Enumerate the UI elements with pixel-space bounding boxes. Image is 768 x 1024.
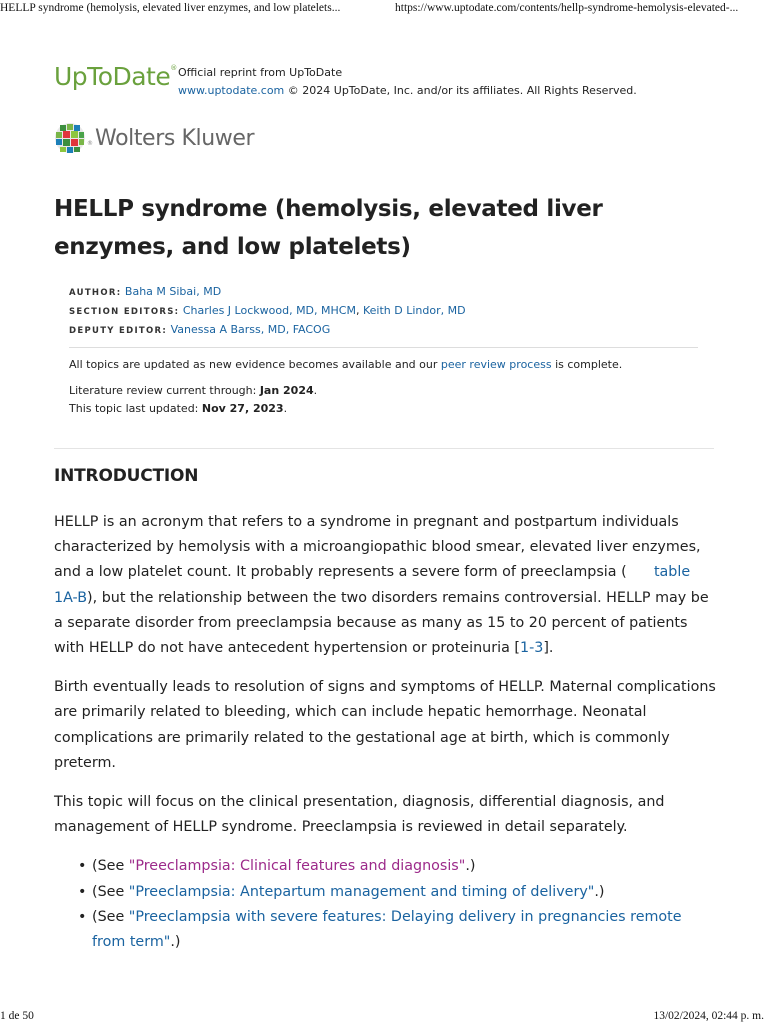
literature-review-date: Literature review current through: Jan 2024. [69,384,318,397]
reprint-notice [178,64,637,100]
publisher-registered-mark: ® [87,139,93,147]
print-header-title: HELLP syndrome (hemolysis, elevated liver enzymes, and low platelets... [0,2,341,14]
meta-divider [69,347,698,348]
uptodate-site-link[interactable]: www.uptodate.com [178,84,285,97]
section-divider [54,448,714,449]
bullet-icon: • [78,908,87,925]
author-link[interactable]: Baha M Sibai, MD [124,285,222,298]
wolters-kluwer-logo [54,120,254,156]
section-heading: INTRODUCTION [54,466,199,486]
section-editors-label: SECTION EDITORS: [69,307,180,317]
reprint-line: Official reprint from UpToDate [178,66,343,79]
topic-link-delaying-delivery[interactable]: "Preeclampsia with severe features: Delaying delivery in pregnancies remote from term" [92,908,682,951]
intro-paragraph-3: This topic will focus on the clinical presentation, diagnosis, differential diagnosis, and management of HELLP syndrome. Preeclampsia is reviewed in detail separately. [54,794,665,836]
bullet-icon: • [78,858,87,875]
bullet-icon: • [78,883,87,900]
article-body [54,510,718,955]
uptodate-logo-text: UpToDate [54,62,171,91]
print-header-url: https://www.uptodate.com/contents/hellp-syndrome-hemolysis-elevated-... [395,2,739,14]
author-label: AUTHOR: [69,288,122,298]
list-item: • (See "Preeclampsia with severe features: Delaying delivery in pregnancies remote from term".) [92,905,718,955]
intro-paragraph-2: Birth eventually leads to resolution of signs and symptoms of HELLP. Maternal complications are primarily related to bleeding, which can include hepatic hemorrhage. Neonatal complications are primarily related to the gestational age at birth, which is commonly preterm. [54,679,716,771]
topic-link-antepartum-management[interactable]: "Preeclampsia: Antepartum management and timing of delivery" [128,883,595,900]
print-page-number: 1 de 50 [0,1010,34,1022]
print-datetime: 13/02/2024, 02:44 p. m. [653,1010,764,1022]
article-meta: AUTHOR: Baha M Sibai, MD SECTION EDITORS: Charles J Lockwood, MD, MHCM, Keith D Lindor, MD DEPUTY EDITOR: Vanessa A Barss, MD, FACOG All topics are updated as new evidence becomes available and our peer review process is complete. Literature review current through: Jan 2024. This topic last updated: Nov 27, 2023. [69,283,699,418]
table-link[interactable]: table 1A-B [54,564,691,606]
intro-paragraph-1: HELLP is an acronym that refers to a syndrome in pregnant and postpartum individuals characterized by hemolysis with a microangiopathic blood smear, elevated liver enzymes, and a low platelet count. It probably represents a severe form of preeclampsia ( table 1A-B), but the relationship between the two disorders remains controversial. HELLP may be a separate disorder from preeclampsia because as many as 15 to 20 percent of patients with HELLP do not have antecedent hypertension or proteinuria [1-3]. [54,514,709,657]
section-editor-link-1[interactable]: Charles J Lockwood, MD, MHCM [182,304,356,317]
see-also-list [54,854,718,955]
list-item: • (See "Preeclampsia: Clinical features and diagnosis".) [92,854,718,879]
update-note: All topics are updated as new evidence becomes available and our peer review process is complete. [69,358,623,371]
copyright-text: © 2024 UpToDate, Inc. and/or its affiliates. All Rights Reserved. [287,84,637,97]
uptodate-logo[interactable] [54,62,177,96]
deputy-editor-label: DEPUTY EDITOR: [69,326,168,336]
wolters-kluwer-globe-icon [54,122,86,154]
deputy-editor-link[interactable]: Vanessa A Barss, MD, FACOG [170,323,331,336]
last-updated-date: This topic last updated: Nov 27, 2023. [69,402,288,415]
topic-link-clinical-features[interactable]: "Preeclampsia: Clinical features and diagnosis" [128,858,466,875]
list-item: • (See "Preeclampsia: Antepartum management and timing of delivery".) [92,880,718,905]
peer-review-link[interactable]: peer review process [440,358,552,371]
section-editor-link-2[interactable]: Keith D Lindor, MD [362,304,466,317]
registered-mark: ® [170,64,177,72]
reference-link[interactable]: 1-3 [519,640,544,657]
article-title: HELLP syndrome (hemolysis, elevated liver enzymes, and low platelets) [54,196,603,260]
publisher-name: Wolters Kluwer [95,125,255,151]
